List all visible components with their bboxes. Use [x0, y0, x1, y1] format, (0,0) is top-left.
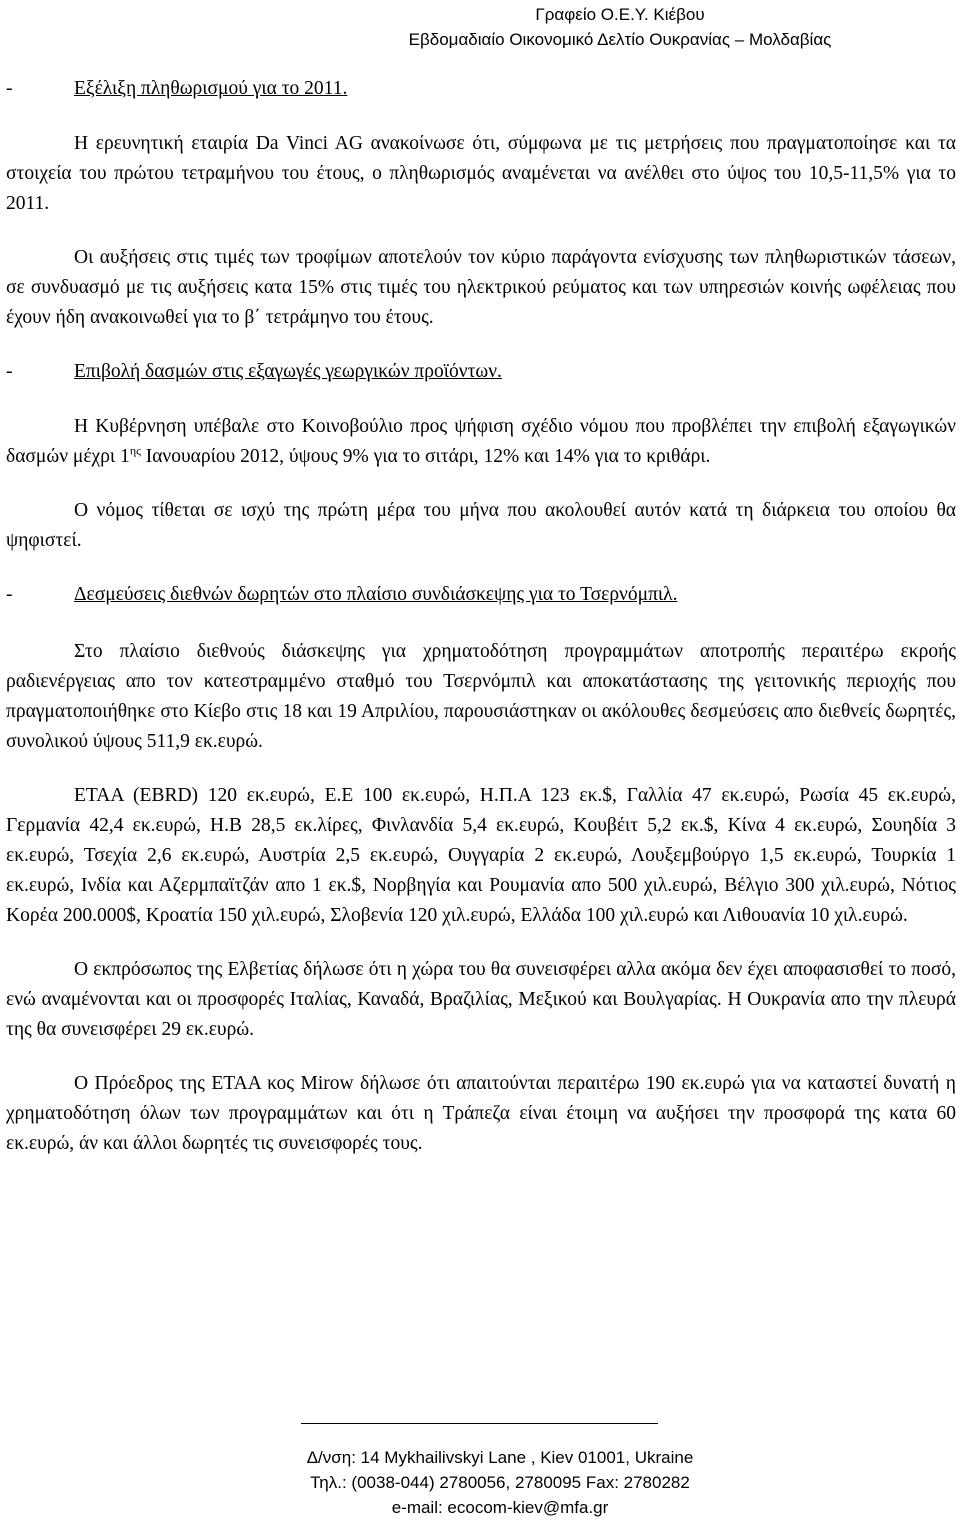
section-heading-chernobyl-donors	[6, 580, 956, 609]
bullet-dash: -	[6, 584, 13, 605]
footer-address: Δ/νση: 14 Mykhailivskyi Lane , Kiev 01001, Ukraine	[306, 1448, 694, 1467]
ordinal-superscript: ης	[129, 443, 141, 458]
paragraph: Ο νόμος τίθεται σε ισχύ της πρώτη μέρα του μήνα που ακολουθεί αυτόν κατά τη διάρκεια του οποίου θα ψηφιστεί.	[6, 500, 956, 551]
section-title: Δεσμεύσεις διεθνών δωρητών στο πλαίσιο συνδιάσκεψης για το Τσερνόμπιλ.	[74, 584, 678, 605]
bullet-dash: -	[6, 361, 13, 382]
section-heading-export-duties	[6, 357, 956, 386]
footer-divider	[301, 1423, 658, 1424]
page-header	[380, 2, 860, 52]
section-heading-inflation	[6, 74, 956, 103]
paragraph: Ο Πρόεδρος της ΕΤΑΑ κος Mirow δήλωσε ότι απαιτούνται περαιτέρω 190 εκ.ευρώ για να καταστεί δυνατή η χρηματοδότηση όλων των προγραμμάτων και ότι η Τράπεζα είναι έτοιμη να αυξήσει την προσφορά της κατα 60 εκ.ευρώ, άν και άλλοι δωρητές τις συνεισφορές τους.	[6, 1073, 956, 1154]
header-office: Γραφείο Ο.Ε.Υ. Κιέβου	[535, 5, 705, 24]
header-bulletin: Εβδομαδιαίο Οικονομικό Δελτίο Ουκρανίας – Μολδαβίας	[408, 30, 832, 49]
page-footer	[280, 1445, 720, 1520]
paragraph: Η Κυβέρνηση υπέβαλε στο Κοινοβούλιο προς ψήφιση σχέδιο νόμου που προβλέπει την επιβολή εξαγωγικών δασμών μέχρι $1^{\eta\varsigma}$ Ιανουαρίου 2012, ύψους 9% για το σιτάρι, 12% και 14% για το κριθάρι.	[6, 416, 956, 467]
bullet-dash: -	[6, 78, 13, 99]
footer-phone: Τηλ.: (0038-044) 2780056, 2780095 Fax: 2780282	[310, 1473, 690, 1492]
paragraph: ΕΤΑΑ (EBRD) 120 εκ.ευρώ, Ε.Ε 100 εκ.ευρώ, Η.Π.Α 123 εκ.$, Γαλλία 47 εκ.ευρώ, Ρωσία 45 εκ.ευρώ, Γερμανία 42,4 εκ.ευρώ, Η.Β 28,5 εκ.λίρες, Φινλανδία 5,4 εκ.ευρώ, Κουβέιτ 5,2 εκ.$, Κίνα 4 εκ.ευρώ, Σουηδία 3 εκ.ευρώ, Τσεχία 2,6 εκ.ευρώ, Αυστρία 2,5 εκ.ευρώ, Ουγγαρία 2 εκ.ευρώ, Λουξεμβούργο 1,5 εκ.ευρώ, Τουρκία 1 εκ.ευρώ, Ινδία και Αζερμπαϊτζάν απο 1 εκ.$, Νορβηγία και Ρουμανία απο 500 χιλ.ευρώ, Βέλγιο 300 χιλ.ευρώ, Νότιος Κορέα 200.000$, Κροατία 150 χιλ.ευρώ, Σλοβενία 120 χιλ.ευρώ, Ελλάδα 100 χιλ.ευρώ και Λιθουανία 10 χιλ.ευρώ.	[6, 785, 956, 926]
paragraph: Η ερευνητική εταιρία Da Vinci AG ανακοίνωσε ότι, σύμφωνα με τις μετρήσεις που πραγματοποίησε και τα στοιχεία του πρώτου τετραμήνου του έτους, ο πληθωρισμός αναμένεται να ανέλθει στο ύψος του 10,5-11,5% για το 2011.	[6, 133, 956, 214]
section-title: Εξέλιξη πληθωρισμού για το 2011.	[74, 78, 348, 99]
paragraph: Στο πλαίσιο διεθνούς διάσκεψης για χρηματοδότηση προγραμμάτων αποτροπής περαιτέρω εκροής ραδιενέργειας απο τον κατεστραμμένο σταθμό του Τσερνόμπιλ και αποκατάστασης της γειτονικής περιοχής που πραγματοποιήθηκε στο Κίεβο στις 18 και 19 Απριλίου, παρουσιάστηκαν οι ακόλουθες δεσμεύσεις απο διεθνείς δωρητές, συνολικού ύψους 511,9 εκ.ευρώ.	[6, 641, 956, 752]
footer-email: e-mail: ecocom-kiev@mfa.gr	[391, 1498, 609, 1517]
paragraph: Οι αυξήσεις στις τιμές των τροφίμων αποτελούν τον κύριο παράγοντα ενίσχυσης των πληθωριστικών τάσεων, σε συνδυασμό με τις αυξήσεις κατα 15% στις τιμές του ηλεκτρικού ρεύματος και των υπηρεσιών κοινής ωφέλειας που έχουν ήδη ανακοινωθεί για το β΄ τετράμηνο του έτους.	[6, 247, 956, 328]
document-body	[6, 74, 956, 1159]
section-title: Επιβολή δασμών στις εξαγωγές γεωργικών προϊόντων.	[74, 361, 502, 382]
paragraph: Ο εκπρόσωπος της Ελβετίας δήλωσε ότι η χώρα του θα συνεισφέρει αλλα ακόμα δεν έχει αποφασισθεί το ποσό, ενώ αναμένονται και οι προσφορές Ιταλίας, Καναδά, Βραζιλίας, Μεξικού και Βουλγαρίας. Η Ουκρανία απο την πλευρά της θα συνεισφέρει 29 εκ.ευρώ.	[6, 959, 956, 1040]
